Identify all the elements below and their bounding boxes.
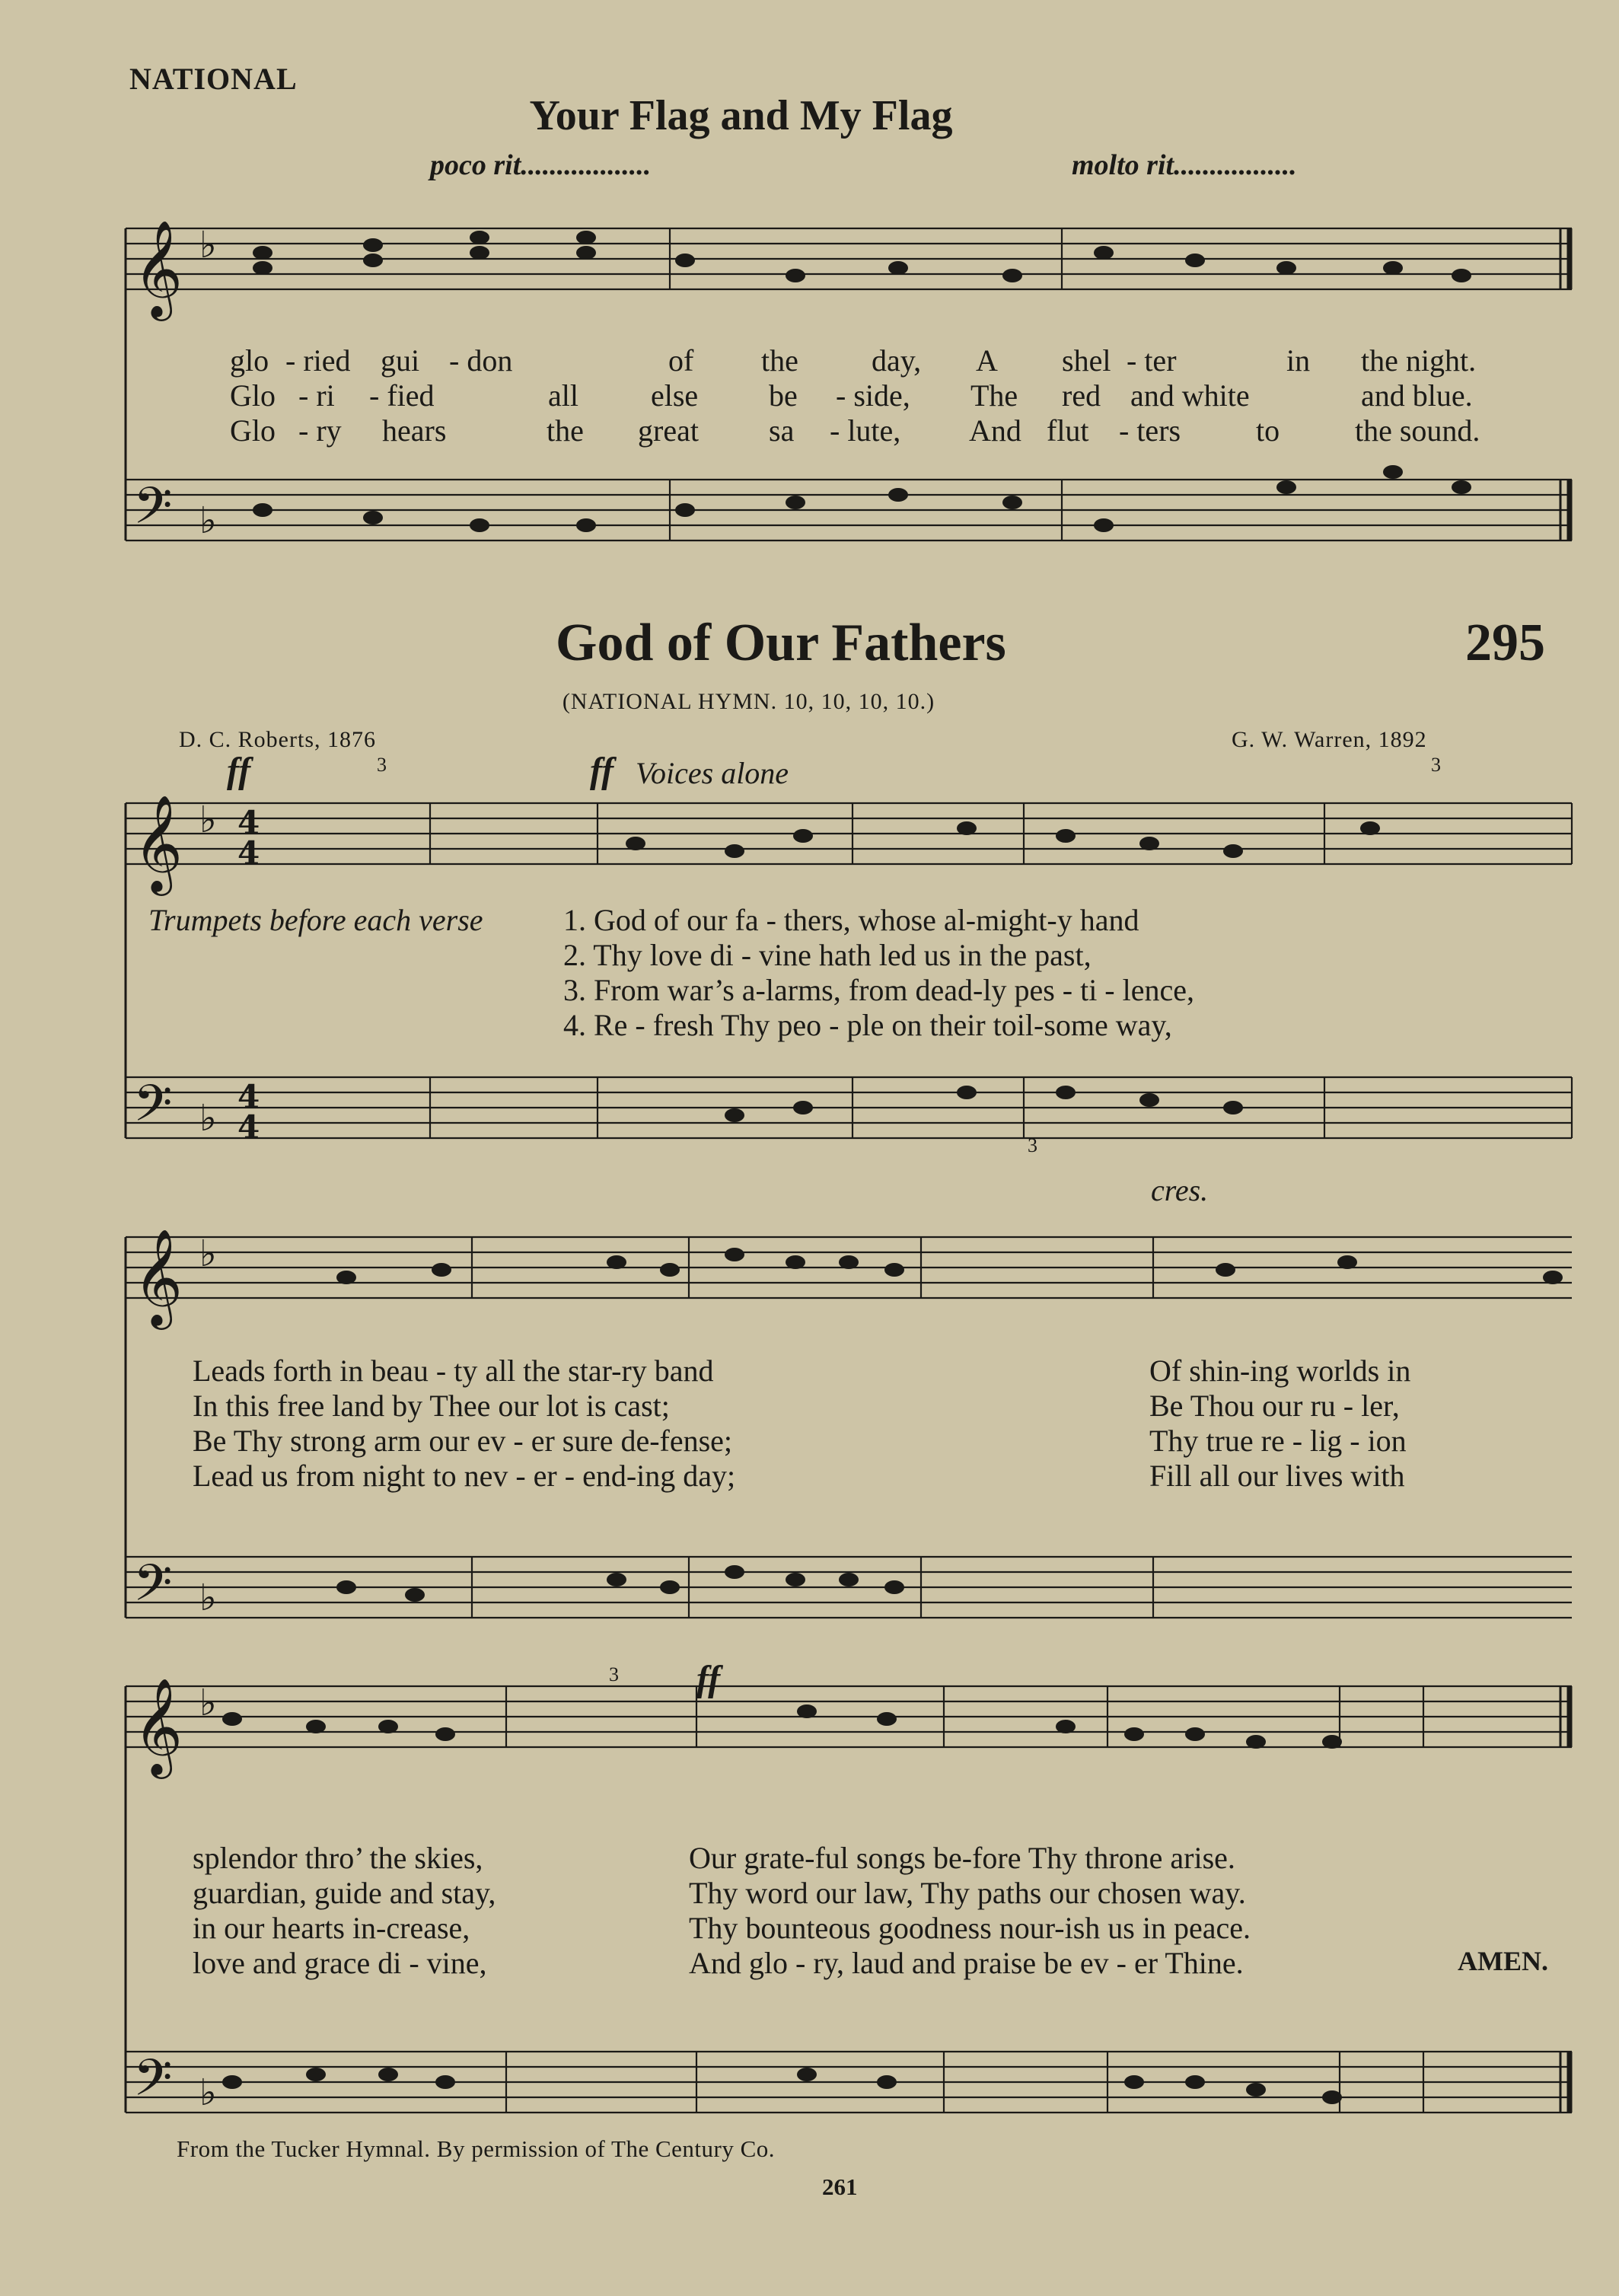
hymn1-title: Your Flag and My Flag xyxy=(529,92,953,139)
svg-text:♭: ♭ xyxy=(199,1682,217,1724)
page-number: 261 xyxy=(822,2173,858,2200)
staff-system2-treble xyxy=(126,803,1572,864)
lyric-syllable: - ter xyxy=(1127,343,1177,378)
verse-line: In this free land by Thee our lot is cast; xyxy=(193,1389,670,1423)
verse-line: love and grace di - vine, xyxy=(193,1946,487,1980)
staff-system4-bass xyxy=(126,2052,1572,2113)
lyric-syllable: - don xyxy=(449,343,513,378)
svg-text:♭: ♭ xyxy=(199,2071,217,2114)
lyric-syllable: - ried xyxy=(285,343,351,378)
direction-trumpets: Trumpets before each verse xyxy=(148,903,483,937)
lyric-syllable: The xyxy=(970,378,1018,413)
lyric-syllable: Glo xyxy=(230,413,276,448)
verse-line: Lead us from night to nev - er - end-ing day; xyxy=(193,1459,736,1493)
svg-text:♭: ♭ xyxy=(199,1233,217,1275)
direction-voices-alone: Voices alone xyxy=(636,756,789,790)
verse-line: 2. Thy love di - vine hath led us in the past, xyxy=(563,938,1092,972)
lyric-syllable: - ri xyxy=(298,378,335,413)
svg-text:𝄢: 𝄢 xyxy=(133,477,173,547)
dynamic-fortissimo: ff xyxy=(227,751,251,791)
verse-line: Thy bounteous goodness nour-ish us in peace. xyxy=(689,1911,1251,1945)
lyric-syllable: of xyxy=(668,343,694,378)
triplet-mark: 3 xyxy=(609,1663,619,1685)
lyric-syllable: - ters xyxy=(1119,413,1181,448)
svg-text:𝄞: 𝄞 xyxy=(133,1228,183,1325)
svg-text:4: 4 xyxy=(237,804,260,841)
verse-line: 3. From war’s a-larms, from dead-ly pes - ti - lence, xyxy=(563,973,1195,1007)
lyric-syllable: flut xyxy=(1047,413,1089,448)
section-label: NATIONAL xyxy=(129,62,298,96)
svg-text:4: 4 xyxy=(237,1078,260,1115)
staff-system2-bass xyxy=(126,1077,1572,1138)
verse-line: 1. God of our fa - thers, whose al-might-y hand xyxy=(563,903,1139,937)
triplet-mark: 3 xyxy=(1431,754,1441,776)
dynamic-fortissimo-final: ff xyxy=(696,1659,721,1699)
tune-name: (NATIONAL HYMN. 10, 10, 10, 10.) xyxy=(562,689,935,714)
svg-text:𝄞: 𝄞 xyxy=(133,794,183,891)
verse-line: And glo - ry, laud and praise be ev - er Thine. xyxy=(689,1946,1244,1980)
lyric-syllable: glo xyxy=(230,343,269,378)
verse-line: Our grate-ful songs be-fore Thy throne arise. xyxy=(689,1841,1235,1875)
lyric-syllable: all xyxy=(548,378,578,413)
svg-text:♭: ♭ xyxy=(199,799,217,841)
amen: AMEN. xyxy=(1458,1946,1548,1976)
tempo-molto-rit: molto rit................. xyxy=(1072,149,1297,181)
lyric-syllable: and blue. xyxy=(1361,378,1473,413)
lyric-syllable: A xyxy=(976,343,998,378)
lyric-syllable: the sound. xyxy=(1355,413,1480,448)
svg-text:4: 4 xyxy=(237,834,260,872)
lyric-syllable: great xyxy=(638,413,699,448)
lyric-syllable: the xyxy=(761,343,798,378)
lyric-syllable: the xyxy=(547,413,584,448)
lyric-syllable: in xyxy=(1286,343,1311,378)
svg-text:𝄢: 𝄢 xyxy=(133,2049,173,2119)
verse-line: Thy true re - lig - ion xyxy=(1149,1424,1407,1458)
staff-system4-treble xyxy=(126,1686,1572,1747)
lyric-syllable: And xyxy=(969,413,1021,448)
verse-line: Be Thou our ru - ler, xyxy=(1149,1389,1400,1423)
svg-text:♭: ♭ xyxy=(199,1097,217,1140)
verse-line: Be Thy strong arm our ev - er sure de-fense; xyxy=(193,1424,733,1458)
verse-line: Fill all our lives with xyxy=(1149,1459,1405,1493)
triplet-mark: 3 xyxy=(377,754,387,776)
direction-crescendo: cres. xyxy=(1151,1173,1209,1207)
lyric-syllable: - side, xyxy=(836,378,910,413)
lyric-syllable: Glo xyxy=(230,378,276,413)
verse-line: in our hearts in-crease, xyxy=(193,1911,470,1945)
staff-system1-treble xyxy=(126,228,1572,289)
lyric-syllable: day, xyxy=(872,343,922,378)
footer-credit: From the Tucker Hymnal. By permission of The Century Co. xyxy=(177,2135,776,2162)
verse-line: guardian, guide and stay, xyxy=(193,1876,496,1910)
verse-line: Thy word our law, Thy paths our chosen way. xyxy=(689,1876,1246,1910)
svg-text:𝄞: 𝄞 xyxy=(133,219,183,317)
verse-line: Of shin-ing worlds in xyxy=(1149,1354,1411,1388)
lyricist-credit: D. C. Roberts, 1876 xyxy=(179,727,376,752)
hymn-number: 295 xyxy=(1465,614,1545,672)
lyric-syllable: - ry xyxy=(298,413,342,448)
hymn2-title: God of Our Fathers xyxy=(556,614,1006,672)
lyric-syllable: the night. xyxy=(1361,343,1477,378)
lyric-syllable: hears xyxy=(382,413,447,448)
lyric-syllable: to xyxy=(1256,413,1280,448)
verse-line: 4. Re - fresh Thy peo - ple on their toil-some way, xyxy=(563,1008,1172,1042)
verse-line: Leads forth in beau - ty all the star-ry band xyxy=(193,1354,714,1388)
lyric-syllable: and white xyxy=(1130,378,1250,413)
lyric-syllable: sa xyxy=(769,413,795,448)
svg-text:𝄢: 𝄢 xyxy=(133,1554,173,1625)
lyric-syllable: - lute, xyxy=(830,413,901,448)
triplet-mark: 3 xyxy=(1028,1134,1037,1156)
svg-text:♭: ♭ xyxy=(199,499,217,542)
lyric-syllable: red xyxy=(1062,378,1101,413)
composer-credit: G. W. Warren, 1892 xyxy=(1232,727,1427,752)
svg-text:𝄞: 𝄞 xyxy=(133,1677,183,1775)
tempo-poco-rit: poco rit.................. xyxy=(430,149,652,181)
lyric-syllable: be xyxy=(769,378,798,413)
lyric-syllable: - fied xyxy=(369,378,435,413)
svg-text:𝄢: 𝄢 xyxy=(133,1074,173,1145)
lyric-syllable: else xyxy=(651,378,699,413)
lyric-syllable: gui xyxy=(381,343,420,378)
verse-line: splendor thro’ the skies, xyxy=(193,1841,483,1875)
svg-text:♭: ♭ xyxy=(199,1577,217,1619)
svg-text:♭: ♭ xyxy=(199,224,217,266)
lyric-syllable: shel xyxy=(1062,343,1111,378)
svg-text:4: 4 xyxy=(237,1108,260,1146)
staff-system1-bass xyxy=(126,480,1572,541)
dynamic-fortissimo-voices: ff xyxy=(590,751,614,791)
